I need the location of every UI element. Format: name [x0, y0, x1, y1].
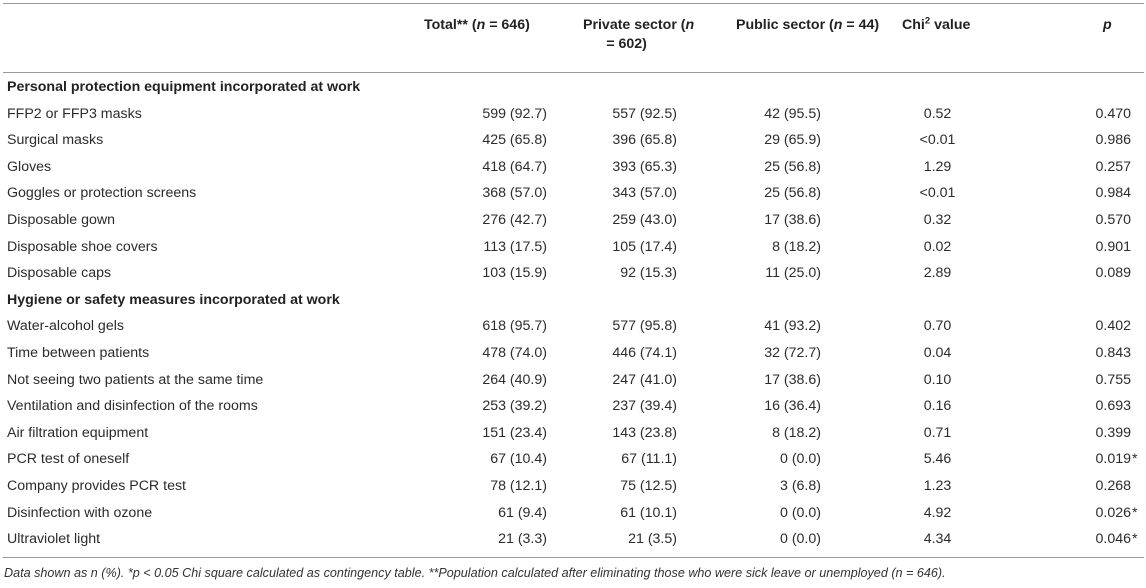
section-header-row: [0, 74, 1146, 101]
cell-chi: 4.92: [923, 504, 952, 521]
cell-p: 0.257: [1095, 158, 1131, 175]
cell-total: 253 (39.2): [482, 398, 547, 415]
cell-total: 618 (95.7): [482, 318, 547, 335]
cell-public: 8 (18.2): [772, 238, 821, 255]
table-row: [0, 420, 1146, 447]
row-label: Time between patients: [7, 344, 150, 361]
cell-public: 16 (36.4): [764, 398, 821, 415]
row-label: Gloves: [7, 158, 52, 175]
cell-chi: <0.01: [919, 132, 956, 149]
cell-total: 21 (3.3): [498, 531, 547, 548]
cell-private: 92 (15.3): [620, 265, 677, 282]
header-chi-sup: 2: [924, 15, 931, 27]
cell-public: 3 (6.8): [779, 477, 821, 494]
cell-private: 259 (43.0): [612, 211, 677, 228]
section-title: Personal protection equipment incorporated at work: [7, 79, 361, 95]
cell-p: 0.046: [1095, 531, 1131, 548]
table-row: [0, 180, 1146, 207]
table-top-rule: [3, 3, 1144, 4]
row-label: FFP2 or FFP3 masks: [7, 105, 142, 122]
header-total: [424, 16, 530, 35]
row-label: Ultraviolet light: [7, 531, 101, 548]
header-total-label: Total**: [424, 17, 468, 33]
cell-p: 0.470: [1095, 105, 1131, 122]
cell-significance: *: [1132, 504, 1138, 521]
cell-chi: 2.89: [923, 265, 952, 282]
cell-public: 17 (38.6): [764, 211, 821, 228]
cell-public: 0 (0.0): [779, 451, 821, 468]
cell-public: 11 (25.0): [765, 265, 821, 282]
cell-public: 8 (18.2): [772, 424, 821, 441]
cell-p: 0.755: [1095, 371, 1131, 388]
row-label: Company provides PCR test: [7, 477, 186, 494]
row-label: Disposable gown: [7, 211, 116, 228]
table-body: [0, 74, 1146, 553]
row-label: Water-alcohol gels: [7, 318, 124, 335]
section-title: Hygiene or safety measures incorporated at work: [7, 291, 340, 308]
cell-chi: 1.29: [923, 158, 952, 175]
table-row: [0, 340, 1146, 367]
cell-total: 478 (74.0): [482, 344, 547, 361]
table-row: [0, 260, 1146, 287]
cell-total: 151 (23.4): [482, 424, 547, 441]
cell-p: 0.026: [1095, 504, 1131, 521]
row-label: Goggles or protection screens: [7, 185, 197, 202]
cell-public: 25 (56.8): [764, 158, 821, 175]
cell-p: 0.399: [1095, 424, 1131, 441]
cell-chi: 0.71: [923, 424, 952, 441]
cell-public: 25 (56.8): [764, 185, 821, 202]
table-row: [0, 127, 1146, 154]
cell-total: 368 (57.0): [482, 185, 547, 202]
row-label: Disinfection with ozone: [7, 504, 153, 521]
table-row: [0, 500, 1146, 527]
cell-public: 29 (65.9): [764, 132, 821, 149]
cell-private: 247 (41.0): [612, 371, 677, 388]
cell-total: 264 (40.9): [482, 371, 547, 388]
cell-total: 418 (64.7): [482, 158, 547, 175]
cell-p: 0.984: [1095, 185, 1131, 202]
table-footnote: Data shown as n (%). *p < 0.05 Chi square calculated as contingency table. **Population calculated after eliminating those who were sick leave or unemployed (n = 646).: [4, 566, 946, 580]
cell-private: 143 (23.8): [612, 424, 677, 441]
cell-public: 41 (93.2): [764, 318, 821, 335]
cell-chi: 1.23: [923, 477, 952, 494]
cell-private: 446 (74.1): [612, 344, 677, 361]
cell-p: 0.089: [1095, 265, 1131, 282]
row-label: Ventilation and disinfection of the rooms: [7, 398, 258, 415]
cell-private: 67 (11.1): [621, 451, 677, 468]
cell-private: 557 (92.5): [612, 105, 677, 122]
cell-total: 103 (15.9): [482, 265, 547, 282]
header-chi-base: Chi: [902, 17, 925, 33]
cell-chi: 0.52: [923, 105, 952, 122]
table-row: [0, 154, 1146, 181]
cell-p: 0.268: [1095, 477, 1131, 494]
header-private-line1: Private sector (n: [583, 17, 695, 33]
cell-significance: *: [1132, 451, 1138, 468]
table-row: [0, 234, 1146, 261]
cell-total: 276 (42.7): [482, 211, 547, 228]
cell-chi: 0.32: [923, 211, 952, 228]
table-row: [0, 393, 1146, 420]
cell-p: 0.843: [1095, 344, 1131, 361]
header-p: [1103, 16, 1112, 35]
cell-significance: *: [1132, 531, 1138, 548]
header-p-label: p: [1103, 17, 1112, 33]
cell-p: 0.402: [1095, 318, 1131, 335]
header-total-n: (n = 646): [471, 17, 530, 33]
row-label: Disposable caps: [7, 265, 112, 282]
cell-private: 61 (10.1): [620, 504, 677, 521]
cell-public: 0 (0.0): [779, 504, 821, 521]
table-row: [0, 313, 1146, 340]
cell-total: 425 (65.8): [482, 132, 547, 149]
cell-public: 42 (95.5): [764, 105, 821, 122]
cell-chi: 0.10: [923, 371, 952, 388]
row-label: Air filtration equipment: [7, 424, 149, 441]
table-row: [0, 446, 1146, 473]
cell-private: 105 (17.4): [612, 238, 677, 255]
cell-chi: 0.70: [923, 318, 952, 335]
cell-private: 237 (39.4): [612, 398, 677, 415]
row-label: Disposable shoe covers: [7, 238, 158, 255]
cell-p: 0.693: [1095, 398, 1131, 415]
table-row: [0, 473, 1146, 500]
cell-p: 0.986: [1095, 132, 1131, 149]
header-public: Public sector (n = 44): [736, 17, 880, 33]
cell-private: 21 (3.5): [628, 531, 677, 548]
row-label: Surgical masks: [7, 132, 104, 149]
cell-private: 393 (65.3): [612, 158, 677, 175]
cell-p: 0.570: [1095, 211, 1131, 228]
cell-total: 113 (17.5): [483, 238, 547, 255]
cell-chi: <0.01: [919, 185, 956, 202]
cell-total: 599 (92.7): [482, 105, 547, 122]
cell-total: 78 (12.1): [490, 477, 547, 494]
header-private-line2: = 602): [606, 36, 647, 52]
cell-public: 17 (38.6): [764, 371, 821, 388]
cell-chi: 4.34: [923, 531, 952, 548]
cell-chi: 0.04: [923, 344, 952, 361]
cell-private: 396 (65.8): [612, 132, 677, 149]
table-row: [0, 367, 1146, 394]
cell-chi: 5.46: [923, 451, 952, 468]
cell-p: 0.901: [1095, 238, 1131, 255]
cell-private: 75 (12.5): [620, 477, 677, 494]
table-row: [0, 207, 1146, 234]
table-header-rule: [3, 72, 1144, 73]
cell-public: 0 (0.0): [779, 531, 821, 548]
cell-public: 32 (72.7): [764, 344, 821, 361]
table-row: [0, 101, 1146, 128]
row-label: PCR test of oneself: [7, 451, 130, 468]
table-row: [0, 526, 1146, 553]
section-header-row: [0, 287, 1146, 314]
cell-private: 343 (57.0): [612, 185, 677, 202]
cell-private: 577 (95.8): [612, 318, 677, 335]
cell-p: 0.019: [1095, 451, 1131, 468]
cell-chi: 0.16: [923, 398, 952, 415]
cell-total: 61 (9.4): [498, 504, 547, 521]
cell-total: 67 (10.4): [490, 451, 547, 468]
cell-chi: 0.02: [923, 238, 952, 255]
header-chi-rest: value: [930, 17, 971, 33]
header-chi: [902, 16, 970, 35]
header-private: [583, 16, 694, 54]
row-label: Not seeing two patients at the same time: [7, 371, 264, 388]
table-bottom-rule: [3, 557, 1144, 558]
